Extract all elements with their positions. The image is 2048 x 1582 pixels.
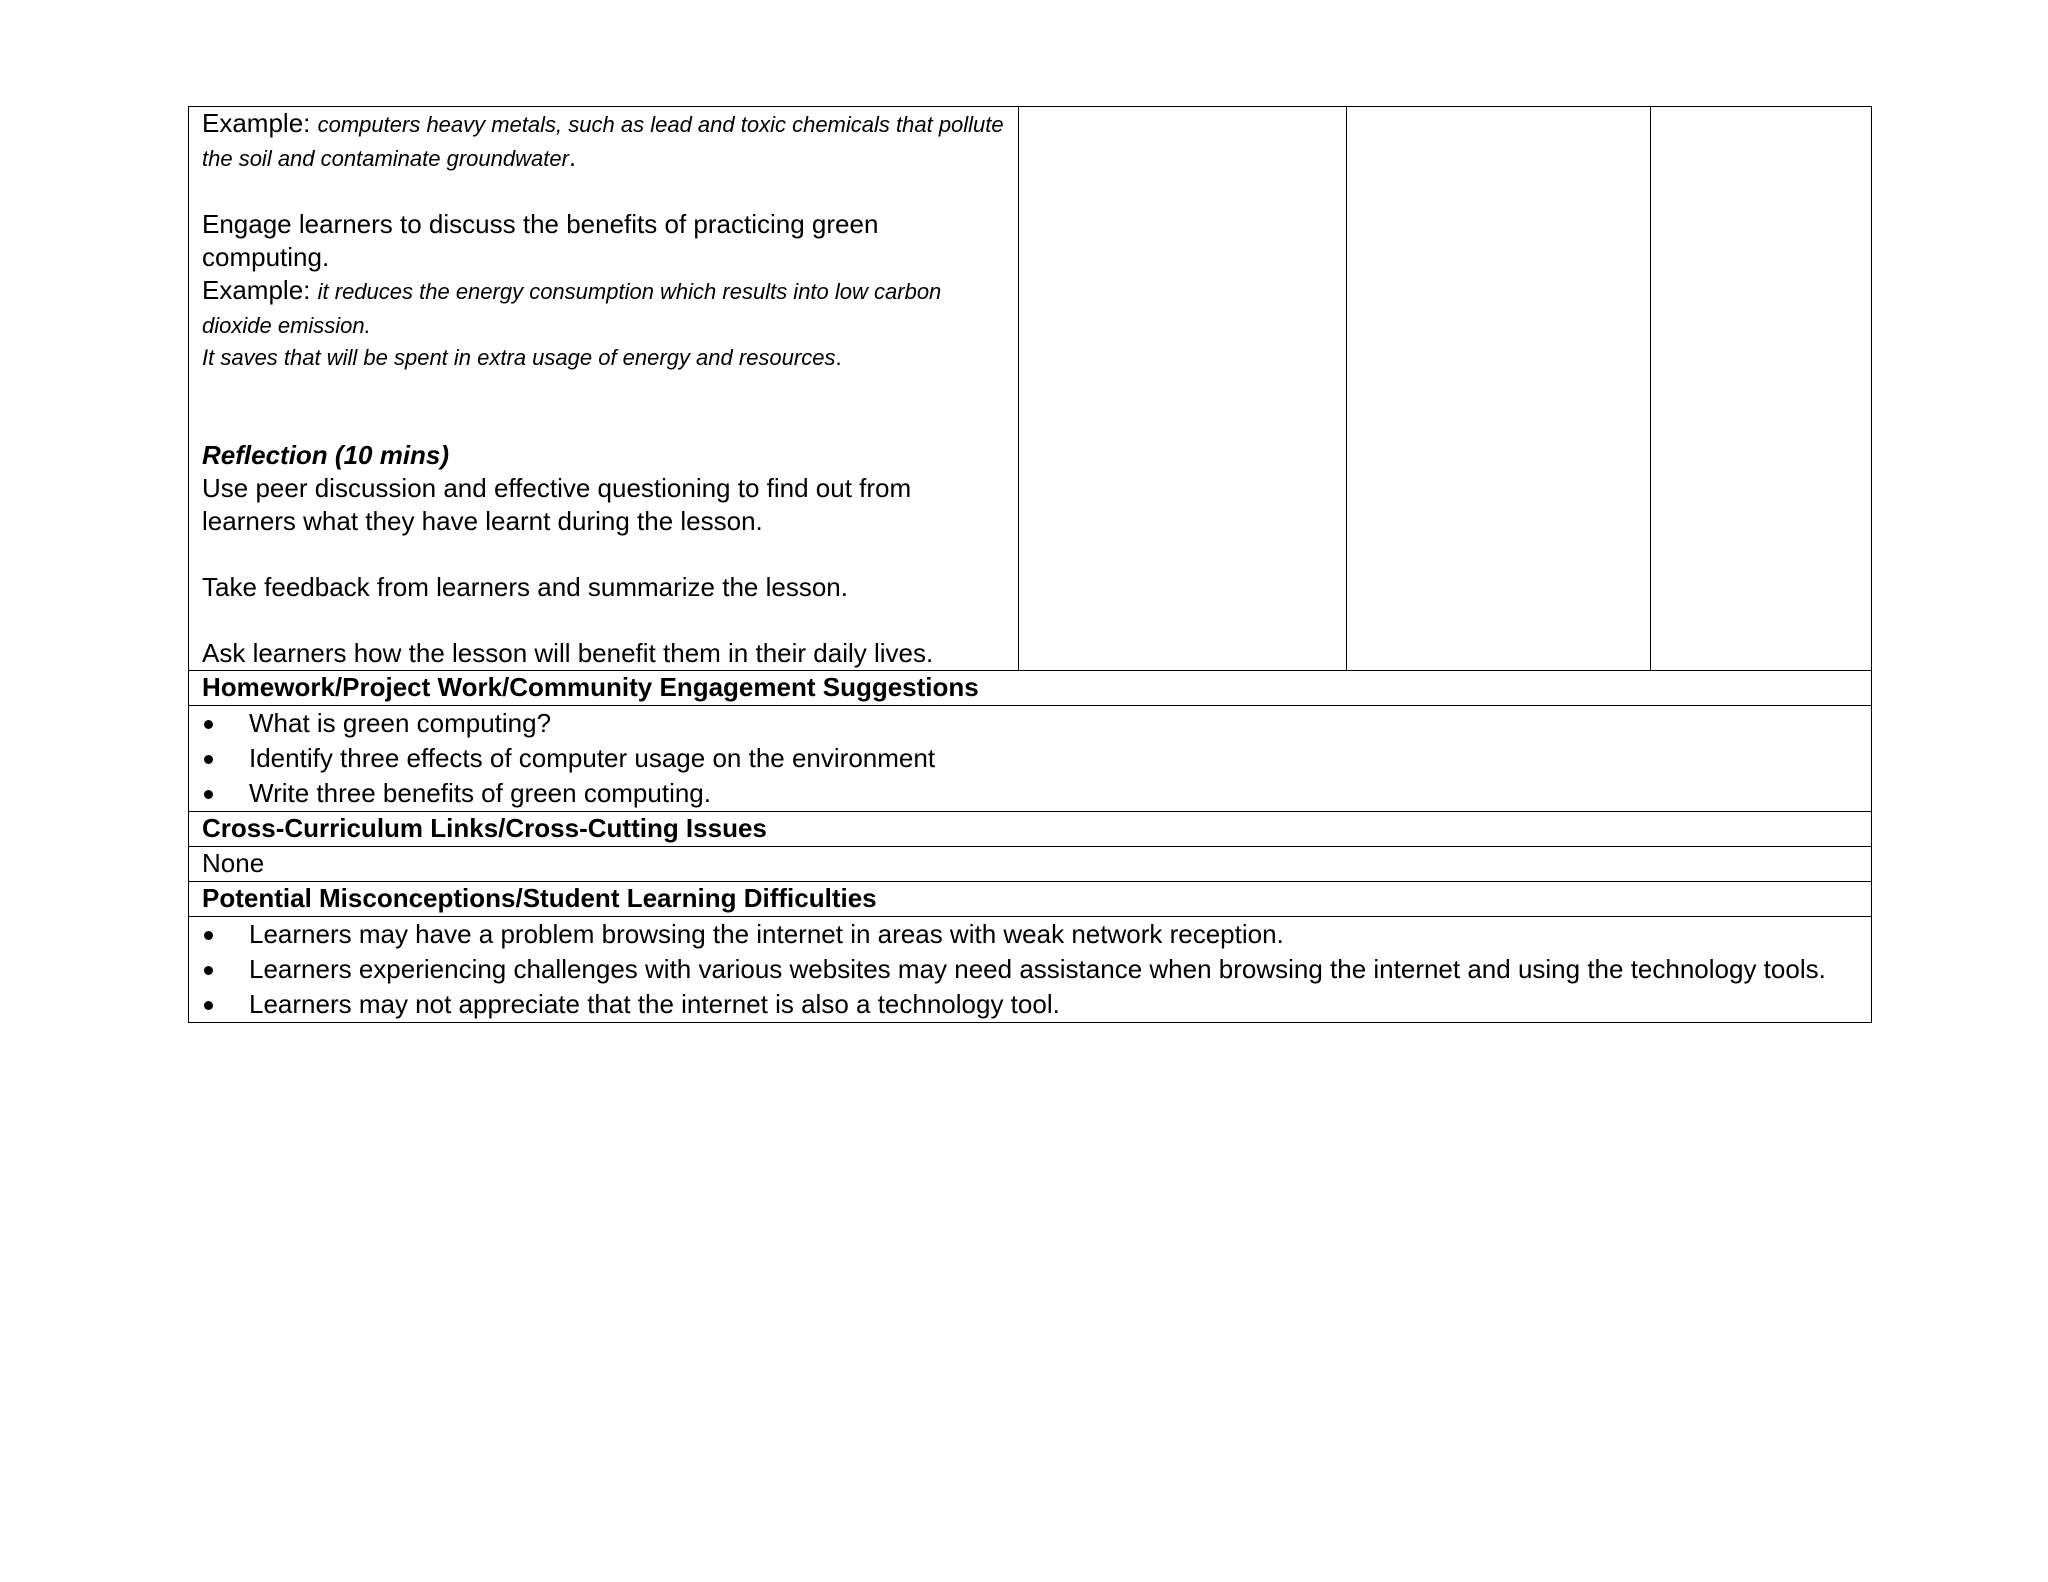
homework-body-row: [189, 706, 1872, 812]
example-text: It saves that will be spent in extra usage of energy and resources: [202, 345, 836, 370]
bullet-icon: [204, 720, 213, 729]
reflection-line: Ask learners how the lesson will benefit them in their daily lives.: [202, 638, 934, 668]
list-item: [202, 917, 1858, 952]
example-paragraph-1: [202, 107, 1005, 175]
homework-list: [202, 706, 1858, 811]
list-item-text: Learners experiencing challenges with various websites may need assistance when browsing the internet and using the technology tools.: [249, 954, 1826, 984]
list-item: [202, 776, 1858, 811]
learner-activities-cell: [189, 107, 1019, 671]
empty-cell: [1019, 107, 1347, 671]
list-item-text: Identify three effects of computer usage on the environment: [249, 743, 936, 773]
reflection-line: Use peer discussion and effective questioning to find out from learners what they have learnt during the lesson.: [202, 473, 912, 536]
misconceptions-body-row: [189, 917, 1872, 1023]
empty-cell: [1651, 107, 1872, 671]
example-paragraph-3: [202, 342, 1005, 373]
lesson-plan-table: [188, 106, 1872, 1023]
spacer: [202, 175, 1005, 208]
bullet-icon: [204, 1001, 213, 1010]
misconceptions-heading-row: [189, 882, 1872, 917]
bullet-icon: [204, 755, 213, 764]
list-item-text: Learners may have a problem browsing the internet in areas with weak network reception.: [249, 919, 1284, 949]
list-item: [202, 987, 1858, 1022]
misconceptions-list: [202, 917, 1858, 1022]
empty-cell: [1347, 107, 1651, 671]
homework-heading: Homework/Project Work/Community Engagement Suggestions: [189, 671, 1872, 706]
bullet-icon: [204, 790, 213, 799]
list-item-text: What is green computing?: [249, 708, 552, 738]
example-end: .: [568, 142, 577, 172]
list-item: [202, 706, 1858, 741]
cross-curriculum-heading: Cross-Curriculum Links/Cross-Cutting Issues: [189, 812, 1872, 847]
cross-curriculum-value: None: [189, 847, 1872, 882]
list-item: [202, 952, 1858, 987]
reflection-title: Reflection (10 mins): [202, 440, 450, 470]
spacer: [202, 604, 1005, 637]
cross-curriculum-body-row: [189, 847, 1872, 882]
list-item-text: Write three benefits of green computing.: [249, 778, 711, 808]
bullet-icon: [204, 966, 213, 975]
bullet-icon: [204, 931, 213, 940]
example-label: Example:: [202, 275, 311, 305]
reflection-line: Take feedback from learners and summarize the lesson.: [202, 572, 848, 602]
cross-curriculum-heading-row: [189, 812, 1872, 847]
homework-heading-row: [189, 671, 1872, 706]
example-label: Example:: [202, 108, 311, 138]
example-paragraph-2: [202, 274, 1005, 342]
spacer: [202, 373, 1005, 439]
misconceptions-body: [189, 917, 1872, 1023]
example-text: it reduces the energy consumption which results into low carbon dioxide emission.: [202, 279, 942, 338]
spacer: [202, 538, 1005, 571]
list-item-text: Learners may not appreciate that the internet is also a technology tool.: [249, 989, 1060, 1019]
homework-body: [189, 706, 1872, 812]
activity-row: [189, 107, 1872, 671]
list-item: [202, 741, 1858, 776]
misconceptions-heading: Potential Misconceptions/Student Learning Difficulties: [189, 882, 1872, 917]
example-end: .: [835, 345, 842, 370]
example-text: computers heavy metals, such as lead and toxic chemicals that pollute the soil and contaminate groundwater: [202, 112, 1004, 171]
engage-paragraph: Engage learners to discuss the benefits of practicing green computing.: [202, 209, 879, 272]
